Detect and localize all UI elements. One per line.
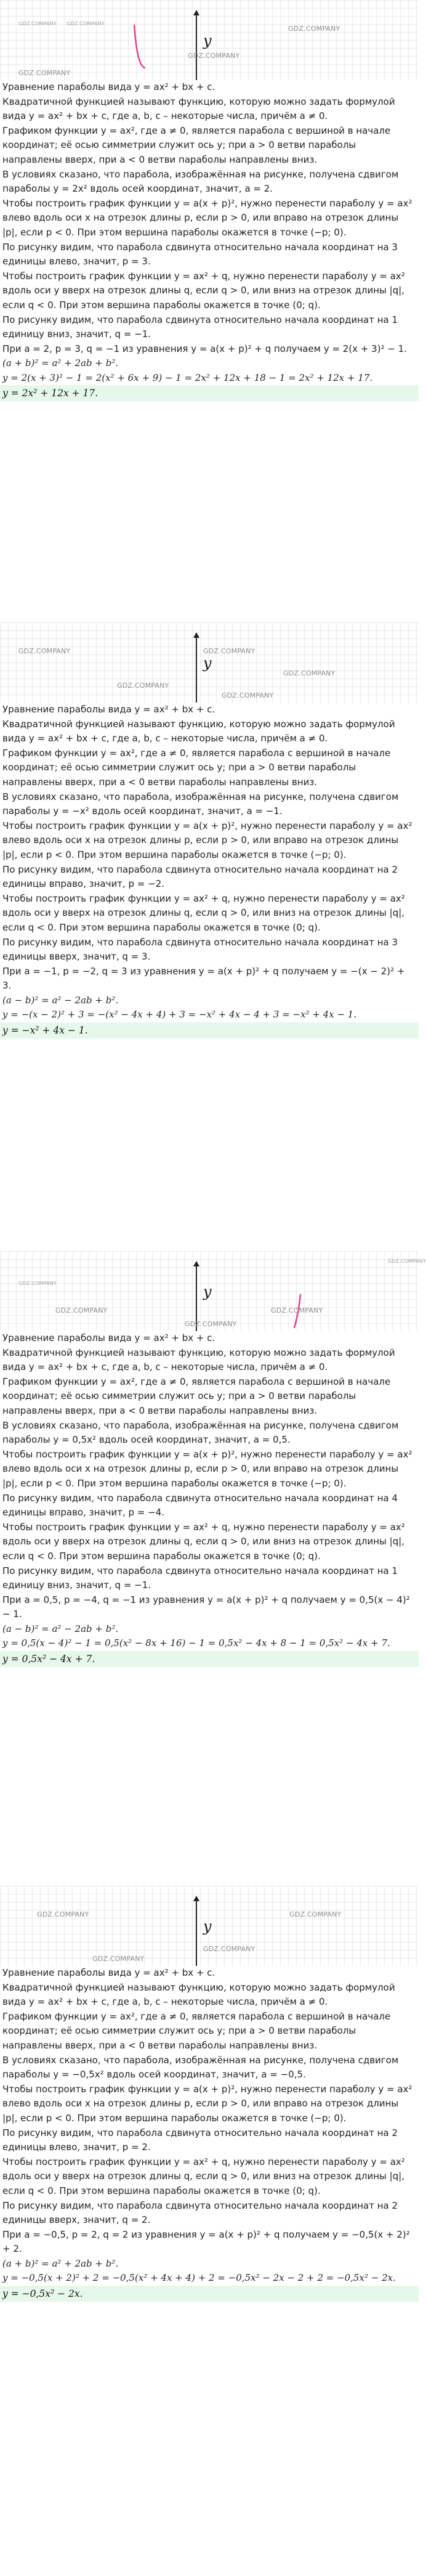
- y-axis-label: y: [203, 32, 212, 49]
- watermark: GDZ.COMPANY: [18, 647, 71, 655]
- paragraph: Квадратичной функцией называют функцию, которую можно задать формулой вида y = ax² + bx + c, где a, b, c – некоторые числа, причём a ≠ 0.: [2, 1981, 395, 2008]
- paragraph: В условиях сказано, что парабола, изображённая на рисунке, получена сдвигом параболы y = 2x² вдоль осей координат, значит, a = 2.: [2, 168, 399, 195]
- solution-section-1: [0, 0, 419, 401]
- paragraph: По рисунку видим, что парабола сдвинута относительно начала координат на 2 единицы влево, значит, p = 2.: [2, 2127, 398, 2153]
- watermark: GDZ.COMPANY: [37, 1910, 89, 1918]
- y-axis-label: y: [203, 654, 212, 672]
- solution-text: [0, 1966, 419, 2286]
- paragraph: Чтобы построить график функции y = a(x + p)², нужно перенести параболу y = ax² влево вдоль оси x на отрезок длины p, если p > 0, или вправо на отрезок длины |p|, если p < 0. При этом вершина параболы окажется в точке (−p; 0).: [2, 197, 412, 238]
- formula: (a − b)² = a² − 2ab + b².: [2, 1623, 119, 1634]
- formula: (a + b)² = a² + 2ab + b².: [2, 2257, 119, 2269]
- paragraph: При a = −0,5, p = 2, q = 2 из уравнения y = a(x + p)² + q получаем y = −0,5(x + 2)² + 2.: [2, 2228, 410, 2255]
- paragraph: Чтобы построить график функции y = ax² + q, нужно перенести параболу y = ax² вдоль оси y вверх на отрезок длины q, если q > 0, или вниз на отрезок длины |q|, если q < 0. При этом вершина параболы окажется в точке (0; q).: [2, 2156, 405, 2196]
- solution-section-3: [0, 1251, 426, 1667]
- paragraph: По рисунку видим, что парабола сдвинута относительно начала координат на 4 единицы вправо, значит, p = −4.: [2, 1492, 398, 1518]
- y-axis-label: y: [203, 1283, 212, 1300]
- paragraph: Квадратичной функцией называют функцию, которую можно задать формулой вида y = ax² + bx + c, где a, b, c – некоторые числа, причём a ≠ 0.: [2, 1347, 395, 1373]
- paragraph: По рисунку видим, что парабола сдвинута относительно начала координат на 1 единицу вниз, значит, q = −1.: [2, 1565, 398, 1591]
- paragraph: В условиях сказано, что парабола, изображённая на рисунке, получена сдвигом параболы y = 0,5x² вдоль осей координат, значит, a = 0,5.: [2, 1419, 399, 1446]
- paragraph: Чтобы построить график функции y = ax² + q, нужно перенести параболу y = ax² вдоль оси y вверх на отрезок длины q, если q > 0, или вниз на отрезок длины |q|, если q < 0. При этом вершина параболы окажется в точке (0; q).: [2, 270, 405, 311]
- watermark: GDZ.COMPANY: [289, 1910, 342, 1918]
- watermark: GDZ.COMPANY: [271, 1306, 323, 1314]
- paragraph: Графиком функции y = ax², где a ≠ 0, является парабола с вершиной в начале координат; её осью симметрии служит ось y; при a > 0 ветви параболы направлены вверх, при a < 0 ветви параболы направлены вниз.: [2, 747, 391, 788]
- paragraph: По рисунку видим, что парабола сдвинута относительно начала координат на 2 единицы вверх, значит, q = 2.: [2, 2199, 398, 2226]
- y-axis: [196, 634, 197, 703]
- paragraph: При a = 2, p = 3, q = −1 из уравнения y = a(x + p)² + q получаем y = 2(x + 3)² − 1.: [2, 343, 407, 354]
- watermark: GDZ.COMPANY: [203, 1945, 255, 1953]
- watermark: GDZ.COMPANY: [185, 1320, 237, 1328]
- paragraph: Квадратичной функцией называют функцию, которую можно задать формулой вида y = ax² + bx + c, где a, b, c – некоторые числа, причём a ≠ 0.: [2, 718, 395, 744]
- solution-text: [0, 703, 419, 1022]
- paragraph: Чтобы построить график функции y = a(x + p)², нужно перенести параболу y = ax² влево вдоль оси x на отрезок длины p, если p > 0, или вправо на отрезок длины |p|, если p < 0. При этом вершина параболы окажется в точке (−p; 0).: [2, 2083, 412, 2124]
- y-axis: [196, 11, 197, 80]
- y-axis: [196, 1897, 197, 1966]
- graph-figure: [0, 622, 419, 703]
- answer-line: y = 0,5x² − 4x + 7.: [0, 1651, 419, 1667]
- watermark: GDZ.COMPANY: [222, 691, 274, 699]
- paragraph: Чтобы построить график функции y = a(x + p)², нужно перенести параболу y = ax² влево вдоль оси x на отрезок длины p, если p > 0, или вправо на отрезок длины |p|, если p < 0. При этом вершина параболы окажется в точке (−p; 0).: [2, 820, 412, 860]
- formula: y = 2(x + 3)² − 1 = 2(x² + 6x + 9) − 1 = 2x² + 12x + 18 − 1 = 2x² + 12x + 17.: [2, 372, 373, 383]
- paragraph: Чтобы построить график функции y = a(x + p)², нужно перенести параболу y = ax² влево вдоль оси x на отрезок длины p, если p > 0, или вправо на отрезок длины |p|, если p < 0. При этом вершина параболы окажется в точке (−p; 0).: [2, 1448, 412, 1489]
- formula: (a + b)² = a² + 2ab + b².: [2, 357, 119, 369]
- watermark: GDZ.COMPANY: [188, 52, 240, 60]
- paragraph: По рисунку видим, что парабола сдвинута относительно начала координат на 2 единицы вправо, значит, p = −2.: [2, 863, 398, 890]
- solution-section-4: [0, 1886, 419, 2302]
- watermark: GDZ.COMPANY: [117, 682, 169, 690]
- paragraph: По рисунку видим, что парабола сдвинута относительно начала координат на 3 единицы влево, значит, p = 3.: [2, 241, 398, 267]
- watermark: GDZ.COMPANY: [203, 647, 255, 655]
- watermark: GDZ.COMPANY: [288, 25, 340, 33]
- paragraph: Графиком функции y = ax², где a ≠ 0, является парабола с вершиной в начале координат; её осью симметрии служит ось y; при a > 0 ветви параболы направлены вверх, при a < 0 ветви параболы направлены вниз.: [2, 1376, 391, 1416]
- paragraph: Уравнение параболы вида y = ax² + bx + c.: [2, 1967, 215, 1978]
- y-axis-label: y: [203, 1918, 212, 1935]
- paragraph: Графиком функции y = ax², где a ≠ 0, является парабола с вершиной в начале координат; её осью симметрии служит ось y; при a > 0 ветви параболы направлены вверх, при a < 0 ветви параболы направлены вниз.: [2, 124, 391, 165]
- graph-figure: [0, 1886, 419, 1966]
- paragraph: При a = 0,5, p = −4, q = −1 из уравнения y = a(x + p)² + q получаем y = 0,5(x − 4)² − 1.: [2, 1594, 410, 1620]
- paragraph: По рисунку видим, что парабола сдвинута относительно начала координат на 1 единицу вниз, значит, q = −1.: [2, 314, 398, 340]
- paragraph: Уравнение параболы вида y = ax² + bx + c.: [2, 81, 215, 92]
- watermark: GDZ.COMPANY: [66, 21, 105, 26]
- watermark: GDZ.COMPANY: [55, 1306, 108, 1314]
- solution-text: [0, 1331, 419, 1651]
- graph-figure: [0, 1251, 426, 1331]
- solution-text: [0, 80, 419, 385]
- paragraph: Квадратичной функцией называют функцию, которую можно задать формулой вида y = ax² + bx + c, где a, b, c – некоторые числа, причём a ≠ 0.: [2, 96, 395, 122]
- answer-line: y = −0,5x² − 2x.: [0, 2286, 419, 2302]
- watermark: GDZ.COMPANY: [18, 21, 57, 26]
- watermark: GDZ.COMPANY: [388, 1258, 426, 1264]
- paragraph: По рисунку видим, что парабола сдвинута относительно начала координат на 3 единицы вверх, значит, q = 3.: [2, 936, 398, 963]
- paragraph: В условиях сказано, что парабола, изображённая на рисунке, получена сдвигом параболы y = −x² вдоль осей координат, значит, a = −1.: [2, 791, 399, 817]
- paragraph: Уравнение параболы вида y = ax² + bx + c.: [2, 704, 215, 715]
- paragraph: При a = −1, p = −2, q = 3 из уравнения y = a(x + p)² + q получаем y = −(x − 2)² + 3.: [2, 965, 405, 992]
- watermark: GDZ.COMPANY: [18, 69, 71, 77]
- formula: (a − b)² = a² − 2ab + b².: [2, 994, 119, 1006]
- formula: y = 0,5(x − 4)² − 1 = 0,5(x² − 8x + 16) − 1 = 0,5x² − 4x + 8 − 1 = 0,5x² − 4x + 7.: [2, 1637, 390, 1649]
- watermark: GDZ.COMPANY: [92, 1955, 145, 1963]
- answer-line: y = 2x² + 12x + 17.: [0, 385, 419, 401]
- formula: y = −0,5(x + 2)² + 2 = −0,5(x² + 4x + 4) + 2 = −0,5x² − 2x − 2 + 2 = −0,5x² − 2x.: [2, 2272, 396, 2284]
- paragraph: Графиком функции y = ax², где a ≠ 0, является парабола с вершиной в начале координат; её осью симметрии служит ось y; при a > 0 ветви параболы направлены вверх, при a < 0 ветви параболы направлены вниз.: [2, 2010, 391, 2051]
- watermark: GDZ.COMPANY: [283, 669, 336, 677]
- answer-line: y = −x² + 4x − 1.: [0, 1022, 419, 1038]
- paragraph: Чтобы построить график функции y = ax² + q, нужно перенести параболу y = ax² вдоль оси y вверх на отрезок длины q, если q > 0, или вниз на отрезок длины |q|, если q < 0. При этом вершина параболы окажется в точке (0; q).: [2, 892, 405, 933]
- formula: y = −(x − 2)² + 3 = −(x² − 4x + 4) + 3 = −x² + 4x − 4 + 3 = −x² + 4x − 1.: [2, 1009, 357, 1021]
- paragraph: Уравнение параболы вида y = ax² + bx + c.: [2, 1332, 215, 1343]
- solution-section-2: [0, 622, 419, 1038]
- paragraph: Чтобы построить график функции y = ax² + q, нужно перенести параболу y = ax² вдоль оси y вверх на отрезок длины q, если q > 0, или вниз на отрезок длины |q|, если q < 0. При этом вершина параболы окажется в точке (0; q).: [2, 1521, 405, 1562]
- graph-figure: [0, 0, 419, 80]
- watermark: GDZ.COMPANY: [18, 1281, 57, 1286]
- paragraph: В условиях сказано, что парабола, изображённая на рисунке, получена сдвигом параболы y = −0,5x² вдоль осей координат, значит, a = −0,5.: [2, 2054, 399, 2081]
